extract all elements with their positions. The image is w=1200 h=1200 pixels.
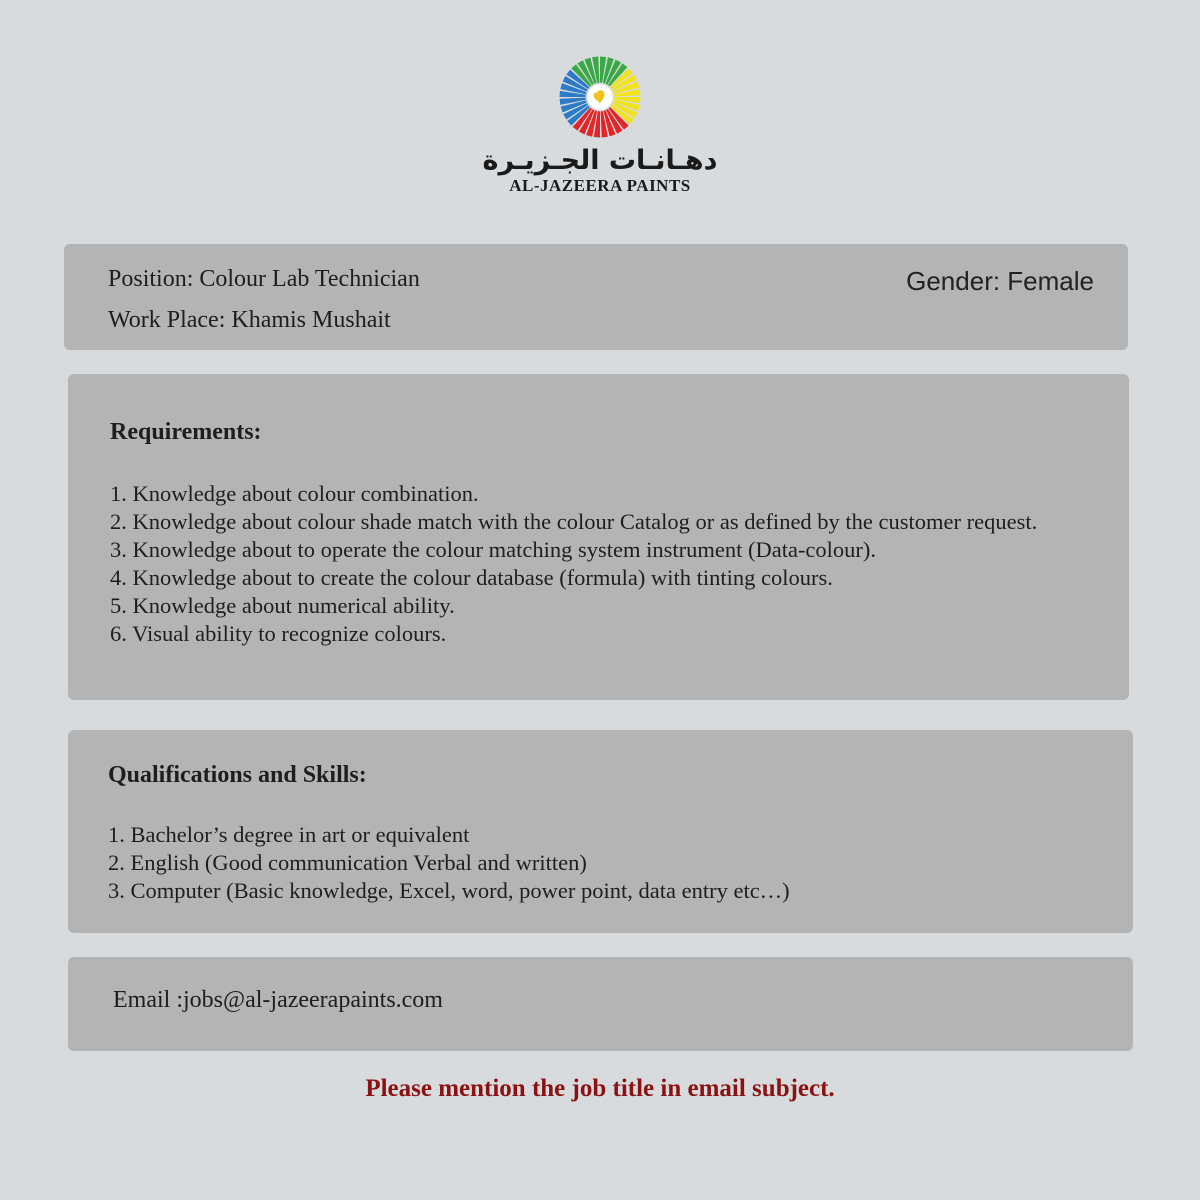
color-wheel-logo-icon — [555, 52, 645, 142]
list-item: 2. Knowledge about colour shade match with the colour Catalog or as defined by the customer request. — [110, 509, 1038, 534]
position-title: Position: Colour Lab Technician — [108, 266, 420, 292]
list-item: 4. Knowledge about to create the colour database (formula) with tinting colours. — [110, 565, 833, 590]
qualifications-heading: Qualifications and Skills: — [108, 762, 367, 788]
logo-arabic-name: دهـانـات الجـزيـرة — [482, 145, 718, 176]
work-place: Work Place: Khamis Mushait — [108, 307, 391, 333]
list-item: 2. English (Good communication Verbal and written) — [108, 850, 587, 875]
requirements-heading: Requirements: — [110, 419, 262, 445]
list-item: 5. Knowledge about numerical ability. — [110, 593, 455, 618]
gender-label: Gender: Female — [906, 266, 1094, 296]
position-card — [64, 244, 1128, 350]
requirements-list — [110, 480, 1037, 648]
company-logo — [470, 52, 730, 212]
list-item: 1. Knowledge about colour combination. — [110, 481, 479, 506]
email-card — [68, 957, 1133, 1051]
list-item: 6. Visual ability to recognize colours. — [110, 621, 447, 646]
requirements-card — [68, 374, 1129, 700]
logo-english-name: AL-JAZEERA PAINTS — [509, 176, 691, 195]
qualifications-list — [108, 821, 790, 905]
footer-note: Please mention the job title in email subject. — [365, 1075, 835, 1102]
contact-email[interactable]: Email :jobs@al-jazeerapaints.com — [113, 987, 443, 1013]
list-item: 3. Computer (Basic knowledge, Excel, word, power point, data entry etc…) — [108, 878, 790, 903]
qualifications-card — [68, 730, 1133, 933]
list-item: 3. Knowledge about to operate the colour matching system instrument (Data-colour). — [110, 537, 877, 562]
list-item: 1. Bachelor’s degree in art or equivalent — [108, 822, 470, 847]
